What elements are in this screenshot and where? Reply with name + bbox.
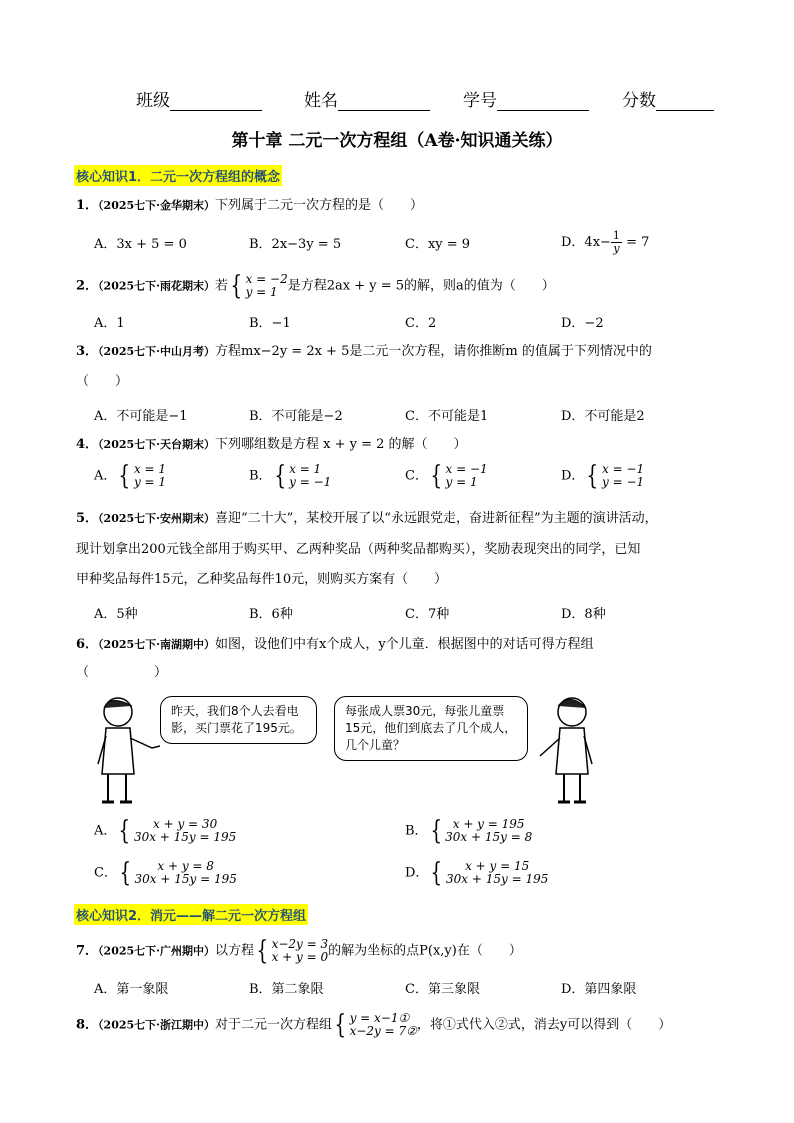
question-source: （2025七下·雨花期末）: [98, 279, 215, 293]
q2-option-b[interactable]: B．−1: [249, 316, 291, 331]
system-line-2: y = −1: [289, 475, 332, 489]
brace-icon: {: [119, 858, 132, 888]
system-line-1: x + y = 30: [153, 817, 218, 831]
q2-option-a[interactable]: A．1: [94, 316, 125, 331]
system-line-1: y = x−1: [349, 1011, 399, 1025]
question-number: 8．: [76, 1017, 99, 1033]
name-field[interactable]: [304, 86, 430, 111]
question-text: 如图，设他们中有x个成人，y个儿童．根据图中的对话可得方程组: [215, 637, 594, 652]
brace-icon: {: [118, 461, 131, 491]
system-line-2: x−2y = 7: [349, 1024, 407, 1038]
equation-system: [116, 463, 166, 489]
q5-option-b[interactable]: B．6种: [249, 607, 293, 622]
system-line-2: 30x + 15y = 195: [134, 872, 237, 886]
option-label: B．: [249, 468, 272, 484]
question-3: [76, 343, 652, 361]
q5-option-d[interactable]: D．8种: [561, 607, 606, 622]
q4-option-a[interactable]: [94, 463, 166, 489]
equation-system: [254, 938, 328, 964]
name-label: 姓名: [304, 91, 338, 111]
equation-system: [584, 463, 644, 489]
fraction: [611, 230, 622, 255]
question-source: （2025七下·天台期末）: [98, 438, 215, 451]
system-line-1: x−2y = 3: [271, 937, 329, 951]
id-field[interactable]: [463, 86, 589, 111]
system-line-2: 30x + 15y = 195: [133, 830, 237, 844]
q3-option-b[interactable]: B．不可能是−2: [249, 409, 343, 424]
question-number: 6．: [76, 637, 99, 652]
class-field[interactable]: [136, 86, 262, 111]
system-line-1: x + y = 8: [157, 859, 214, 873]
system-line-1: x + y = 15: [465, 859, 530, 873]
system-line-2: 30x + 15y = 195: [445, 872, 549, 886]
q7-option-c[interactable]: C．第三象限: [405, 982, 480, 997]
class-blank[interactable]: [170, 92, 262, 111]
section-heading-1: 核心知识1．二元一次方程组的概念: [74, 165, 282, 186]
q4-option-b[interactable]: [249, 463, 331, 489]
q1-option-d-lead: D．4x−: [561, 235, 611, 250]
question-text-pre: 以方程: [215, 943, 255, 959]
q7-option-a[interactable]: A．第一象限: [94, 982, 169, 997]
equation-system: [117, 860, 237, 886]
question-4: [76, 436, 467, 454]
question-text-post: 是方程2ax + y = 5的解，则a的值为（ ）: [287, 278, 555, 294]
question-number: 4．: [76, 437, 99, 452]
body-icon: [102, 728, 134, 774]
system-line-1: x = 1: [133, 462, 167, 476]
question-5: [76, 510, 658, 528]
question-2: [76, 273, 555, 299]
legs-icon: [564, 774, 580, 802]
fraction-numerator: 1: [612, 229, 620, 242]
q5-option-a[interactable]: A．5种: [94, 607, 138, 622]
q1-option-d[interactable]: [561, 230, 649, 255]
option-label: A．: [94, 823, 117, 839]
option-label: B．: [405, 823, 428, 839]
brace-icon: {: [274, 461, 286, 491]
equation-system: [116, 818, 236, 844]
system-line-2: x + y = 0: [271, 950, 329, 964]
q6-option-d[interactable]: [405, 860, 548, 886]
q1-option-a[interactable]: A．3x + 5 = 0: [94, 237, 187, 252]
question-text: 下列哪组数是方程 x + y = 2 的解（ ）: [215, 437, 467, 452]
q2-option-d[interactable]: D．−2: [561, 316, 604, 331]
question-text-post: 的解为坐标的点P(x,y)在（ ）: [328, 943, 522, 959]
speech-bubble-left: 昨天，我们8个人去看电影，买门票花了195元。: [160, 696, 317, 744]
system-line-2: y = 1: [245, 285, 278, 299]
score-blank[interactable]: [656, 92, 714, 111]
question-source: （2025七下·浙江期中）: [98, 1018, 215, 1032]
q7-option-d[interactable]: D．第四象限: [561, 982, 637, 997]
equation-system: [428, 463, 488, 489]
system-line-2: y = 1: [445, 475, 478, 489]
q3-option-c[interactable]: C．不可能是1: [405, 409, 489, 424]
q1-option-d-tail: = 7: [626, 235, 650, 250]
brace-icon: {: [430, 461, 443, 491]
open-hand-arm-icon: [540, 738, 560, 756]
system-line-1: x = 1: [289, 462, 322, 476]
question-text-pre: 若: [215, 278, 229, 294]
system-line-1: x = −1: [601, 462, 645, 476]
q2-option-c[interactable]: C．2: [405, 316, 437, 331]
brace-icon: {: [230, 271, 243, 301]
question-text-line-1: 喜迎“二十大”，某校开展了以“永远跟党走，奋进新征程”为主题的演讲活动，: [215, 511, 658, 526]
equation-system: [332, 1012, 417, 1038]
score-field[interactable]: [622, 86, 714, 111]
question-text-post: ，将①式代入②式，消去y可以得到（ ）: [416, 1017, 672, 1033]
question-6-answer-blank: （ ）: [76, 665, 168, 680]
system-line-1: x + y = 195: [452, 817, 525, 831]
question-7: [76, 938, 522, 964]
question-5-line-2: 现计划拿出200元钱全部用于购买甲、乙两种奖品（两种奖品都购买），奖励表现突出的同学，已知: [76, 542, 641, 557]
man-figure-right: [530, 690, 610, 810]
question-text-pre: 对于二元一次方程组: [215, 1017, 333, 1033]
q4-option-d[interactable]: [561, 463, 644, 489]
q5-option-c[interactable]: C．7种: [405, 607, 450, 622]
question-text: 下列属于二元一次方程的是（ ）: [215, 198, 424, 213]
question-6: [76, 636, 594, 654]
q7-option-b[interactable]: B．第二象限: [249, 982, 324, 997]
question-source: （2025七下·金华期末）: [98, 199, 215, 212]
question-8: [76, 1012, 671, 1038]
q3-option-d[interactable]: D．不可能是2: [561, 409, 645, 424]
system-line-1: x = −1: [445, 462, 488, 476]
class-label: 班级: [136, 91, 170, 111]
question-source: （2025七下·南湖期中）: [98, 638, 215, 651]
circled-two-icon: ②: [406, 1024, 417, 1038]
question-text: 方程mx−2y = 2x + 5是二元一次方程，请你推断m 的值属于下列情况中的: [215, 344, 652, 359]
question-number: 7．: [76, 943, 99, 959]
brace-icon: {: [334, 1010, 347, 1040]
system-line-1: x = −2: [245, 272, 288, 286]
equation-system: [428, 818, 533, 844]
equation-system: [272, 463, 332, 489]
question-source: （2025七下·广州期中）: [98, 944, 215, 958]
id-label: 学号: [463, 91, 497, 111]
brace-icon: {: [430, 858, 443, 888]
score-label: 分数: [622, 91, 656, 111]
body-icon: [556, 728, 588, 774]
question-3-answer-blank: （ ）: [76, 374, 129, 389]
q6-option-c[interactable]: [94, 860, 237, 886]
option-label: A．: [94, 468, 117, 484]
q6-option-a[interactable]: [94, 818, 236, 844]
q4-option-c[interactable]: [405, 463, 488, 489]
question-number: 3．: [76, 344, 99, 359]
section-heading-2: 核心知识2．消元——解二元一次方程组: [74, 904, 308, 925]
question-number: 5．: [76, 511, 99, 526]
question-1: [76, 197, 423, 215]
q3-option-a[interactable]: A．不可能是−1: [94, 409, 188, 424]
speech-bubble-right: 每张成人票30元，每张儿童票15元，他们到底去了几个成人，几个儿童？: [334, 696, 528, 761]
id-blank[interactable]: [497, 92, 589, 111]
brace-icon: {: [586, 461, 599, 491]
brace-icon: {: [256, 936, 269, 966]
brace-icon: {: [118, 816, 131, 846]
pointing-arm-icon: [130, 738, 160, 748]
question-number: 1．: [76, 198, 99, 213]
q1-option-c[interactable]: C．xy = 9: [405, 237, 471, 252]
circled-one-icon: ①: [398, 1011, 410, 1025]
name-blank[interactable]: [338, 92, 430, 111]
option-label: D．: [561, 468, 585, 484]
system-line-2: 30x + 15y = 8: [445, 830, 533, 844]
question-5-line-3: 甲种奖品每件15元，乙种奖品每件10元，则购买方案有（ ）: [76, 572, 448, 587]
q6-option-b[interactable]: [405, 818, 532, 844]
question-source: （2025七下·安州期末）: [98, 512, 215, 525]
question-number: 2．: [76, 278, 99, 294]
legs-icon: [108, 774, 126, 802]
fraction-denominator: y: [613, 242, 620, 255]
page-title: 第十章 二元一次方程组（A卷·知识通关练）: [231, 131, 563, 151]
q1-option-b[interactable]: B．2x−3y = 5: [249, 237, 342, 252]
system-line-2: y = −1: [601, 475, 645, 489]
option-label: D．: [405, 865, 429, 881]
option-label: C．: [405, 468, 428, 484]
option-label: C．: [94, 865, 117, 881]
question-source: （2025七下·中山月考）: [98, 345, 215, 358]
equation-system: [428, 860, 548, 886]
system-line-2: y = 1: [133, 475, 167, 489]
equation-system: [228, 273, 288, 299]
brace-icon: {: [430, 816, 442, 846]
